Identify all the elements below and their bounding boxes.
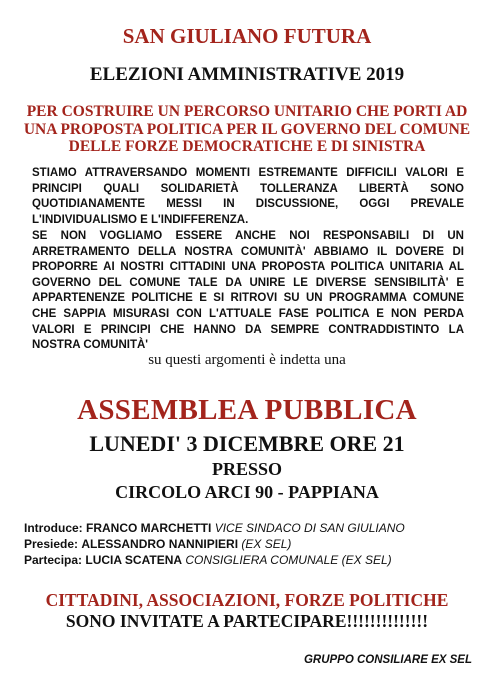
role-label: Partecipa: [24, 553, 83, 567]
role-introduce [24, 520, 474, 536]
intro-line: su questi argomenti è indetta una [148, 352, 346, 368]
role-description: CONSIGLIERA COMUNALE (EX SEL) [185, 553, 392, 567]
body-paragraph-2: SE NON VOGLIAMO ESSERE ANCHE NOI RESPONSABILI DI UN ARRETRAMENTO DELLA NOSTRA COMUNITÀ' ABBIAMO IL DOVERE DI PROPORRE AI NOSTRI CITTADINI UNA PROPOSTA POLITICA UNITARIA AL GOVERNO DEL COMUNE TALE DA UNIRE LE DIVERSE SENSIBILITÀ' E APPARTENENZE POLITICHE E SI RITROVI SU UN PROGRAMMA COMUNE CHE SAPPIA MISURASI CON L'ATTUALE FASE POLITICA E NON PERDA VALORI E PRINCIPI CHE HANNO DA SEMPRE CONTRADDISTINTO LA NOSTRA COMUNITÀ' [32, 230, 464, 352]
call-to-action-line-2: SONO INVITATE A PARTECIPARE!!!!!!!!!!!!!! [65, 611, 429, 631]
poster-title: SAN GIULIANO FUTURA [122, 24, 372, 48]
role-label: Presiede: [24, 537, 79, 551]
role-presiede [24, 536, 474, 552]
roles-list [24, 520, 474, 568]
role-description: (EX SEL) [241, 537, 292, 551]
body-paragraph-1: STIAMO ATTRAVERSANDO MOMENTI ESTREMANTE DIFFICILI VALORI E PRINCIPI QUALI SOLIDARIETÀ TOLLERANZA LIBERTÀ SONO QUOTIDIANAMENTE MESSI IN DISCUSSIONE, OGGI PREVALE L'INDIVIDUALISMO E L'INDIFFERENZA. [32, 167, 464, 226]
signature: GRUPPO CONSILIARE EX SEL [303, 654, 472, 666]
event-date: LUNEDI' 3 DICEMBRE ORE 21 [89, 431, 405, 456]
event-place: CIRCOLO ARCI 90 - PAPPIANA [115, 482, 379, 502]
call-to-action-line-1: CITTADINI, ASSOCIAZIONI, FORZE POLITICHE [45, 590, 449, 610]
poster-subtitle: ELEZIONI AMMINISTRATIVE 2019 [89, 64, 405, 85]
role-label: Introduce: [24, 521, 83, 535]
event-title: ASSEMBLEA PUBBLICA [77, 394, 417, 426]
role-name: FRANCO MARCHETTI [86, 521, 212, 535]
role-partecipa [24, 552, 474, 568]
role-name: LUCIA SCATENA [85, 553, 183, 567]
event-presso: PRESSO [211, 459, 283, 479]
role-description: VICE SINDACO DI SAN GIULIANO [214, 521, 405, 535]
purpose-statement: PER COSTRUIRE UN PERCORSO UNITARIO CHE PORTI AD UNA PROPOSTA POLITICA PER IL GOVERNO DEL COMUNE DELLE FORZE DEMOCRATICHE E DI SINISTRA [23, 103, 471, 155]
role-name: ALESSANDRO NANNIPIERI [81, 537, 239, 551]
